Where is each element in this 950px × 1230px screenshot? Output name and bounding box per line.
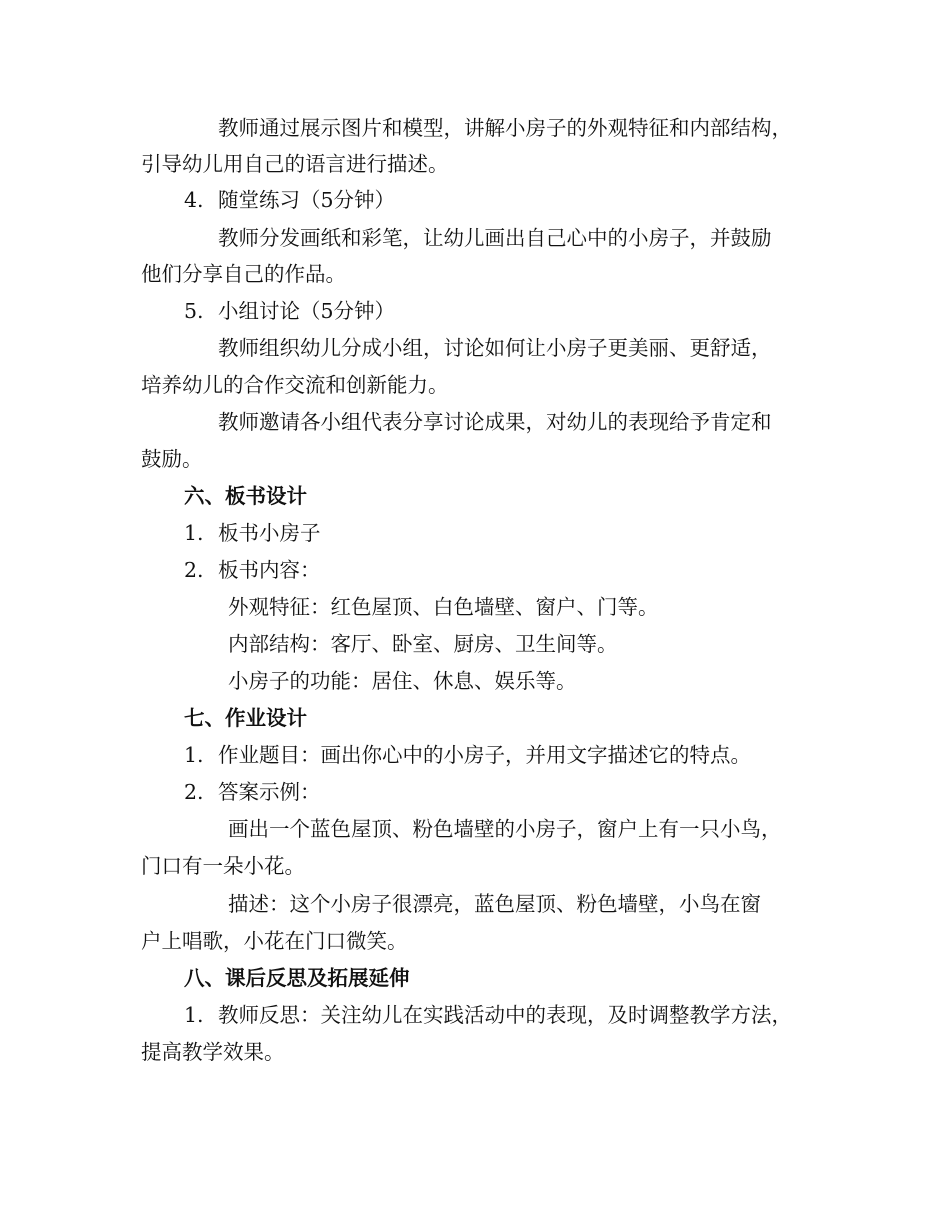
list-item: [184, 297, 395, 325]
list-item-label: 答案示例：: [218, 780, 321, 804]
paragraph-line: 教师通过展示图片和模型，讲解小房子的外观特征和内部结构，: [218, 116, 792, 140]
list-item-label: 教师反思：关注幼儿在实践活动中的表现，及时调整教学方法，: [218, 1003, 792, 1027]
paragraph-line: 画出一个蓝色屋顶、粉色墙壁的小房子，窗户上有一只小鸟，: [228, 817, 782, 841]
list-number: 4.: [184, 188, 204, 212]
paragraph-line: 他们分享自己的作品。: [141, 262, 346, 286]
paragraph-line: 小房子的功能：居住、休息、娱乐等。: [228, 669, 577, 693]
section-heading: 八、课后反思及拓展延伸: [184, 966, 410, 990]
paragraph-line: 户上唱歌，小花在门口微笑。: [141, 929, 408, 953]
paragraph-line: 描述：这个小房子很漂亮，蓝色屋顶、粉色墙壁，小鸟在窗: [228, 892, 761, 916]
list-item-label: 随堂练习（5分钟）: [218, 188, 396, 212]
list-item-label: 小组讨论（5分钟）: [218, 299, 396, 323]
paragraph-line: 培养幼儿的合作交流和创新能力。: [141, 373, 449, 397]
paragraph-line: 教师分发画纸和彩笔，让幼儿画出自己心中的小房子，并鼓励: [218, 226, 772, 250]
list-number: 1.: [184, 743, 204, 767]
section-heading: 六、板书设计: [184, 484, 307, 508]
list-item: [184, 186, 395, 214]
list-number: 2.: [184, 558, 204, 582]
list-number: 1.: [184, 521, 204, 545]
list-item-label: 作业题目：画出你心中的小房子，并用文字描述它的特点。: [218, 743, 751, 767]
paragraph-line: 门口有一朵小花。: [141, 854, 305, 878]
paragraph-line: 提高教学效果。: [141, 1040, 285, 1064]
paragraph-line: 教师组织幼儿分成小组，讨论如何让小房子更美丽、更舒适，: [218, 336, 772, 360]
list-number: 2.: [184, 780, 204, 804]
list-item-label: 板书内容：: [218, 558, 321, 582]
list-number: 5.: [184, 299, 204, 323]
paragraph-line: 外观特征：红色屋顶、白色墙壁、窗户、门等。: [228, 595, 659, 619]
list-item-label: 板书小房子: [218, 521, 321, 545]
paragraph-line: 教师邀请各小组代表分享讨论成果，对幼儿的表现给予肯定和: [218, 410, 772, 434]
paragraph-line: 鼓励。: [141, 447, 203, 471]
paragraph-line: 内部结构：客厅、卧室、厨房、卫生间等。: [228, 632, 618, 656]
paragraph-line: 引导幼儿用自己的语言进行描述。: [141, 152, 449, 176]
section-heading: 七、作业设计: [184, 706, 307, 730]
list-item: [184, 741, 751, 769]
list-item: [184, 556, 321, 584]
list-item: [184, 519, 321, 547]
list-number: 1.: [184, 1003, 204, 1027]
list-item: [184, 1001, 792, 1029]
list-item: [184, 778, 321, 806]
